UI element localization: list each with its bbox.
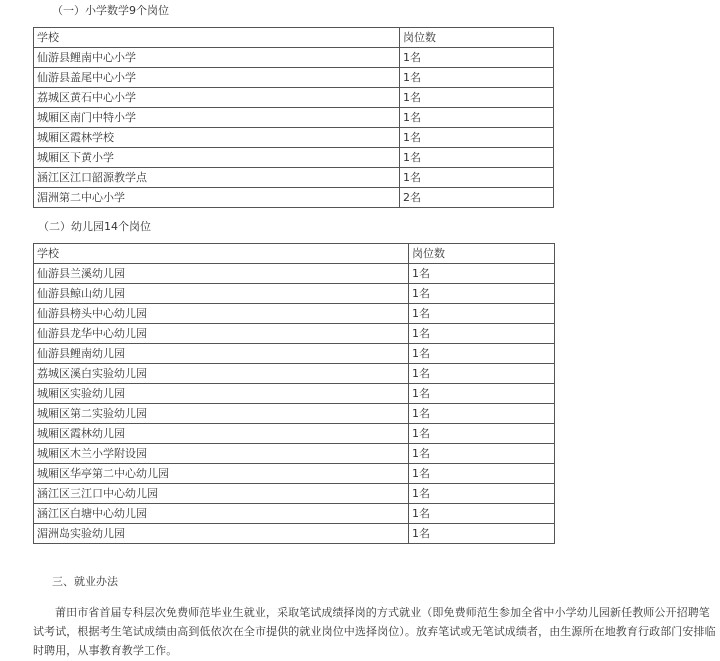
school-name-cell: 仙游县榜头中心幼儿园	[34, 304, 409, 324]
school-name-cell: 仙游县鲤南幼儿园	[34, 344, 409, 364]
post-count-cell: 1名	[409, 264, 555, 284]
kindergarten-posts-table-body	[34, 244, 555, 544]
school-name-cell: 湄洲第二中心小学	[34, 188, 400, 208]
table-row	[34, 324, 555, 344]
table-row	[34, 484, 555, 504]
post-count-cell: 2名	[400, 188, 554, 208]
school-name-cell: 城厢区第二实验幼儿园	[34, 404, 409, 424]
table-row	[34, 284, 555, 304]
primary-header-school: 学校	[34, 28, 400, 48]
kindergarten-header-row	[34, 244, 555, 264]
school-name-cell: 仙游县鲤南中心小学	[34, 48, 400, 68]
post-count-cell: 1名	[400, 168, 554, 188]
primary-section-heading: （一）小学数学9个岗位	[52, 4, 169, 17]
post-count-cell: 1名	[409, 464, 555, 484]
school-name-cell: 湄洲岛实验幼儿园	[34, 524, 409, 544]
school-name-cell: 城厢区华亭第二中心幼儿园	[34, 464, 409, 484]
table-row	[34, 168, 554, 188]
post-count-cell: 1名	[409, 524, 555, 544]
post-count-cell: 1名	[409, 344, 555, 364]
kindergarten-posts-table	[33, 243, 555, 544]
table-row	[34, 364, 555, 384]
post-count-cell: 1名	[409, 324, 555, 344]
primary-posts-table	[33, 27, 554, 208]
post-count-cell: 1名	[409, 304, 555, 324]
table-row	[34, 304, 555, 324]
kindergarten-section-heading: （二）幼儿园14个岗位	[38, 220, 151, 233]
post-count-cell: 1名	[409, 364, 555, 384]
table-row	[34, 344, 555, 364]
table-row	[34, 88, 554, 108]
school-name-cell: 涵江区三江口中心幼儿园	[34, 484, 409, 504]
table-row	[34, 264, 555, 284]
employment-section-title: 三、就业办法	[52, 575, 118, 588]
table-row	[34, 464, 555, 484]
table-row	[34, 188, 554, 208]
school-name-cell: 仙游县鲸山幼儿园	[34, 284, 409, 304]
primary-header-post-count: 岗位数	[400, 28, 554, 48]
school-name-cell: 城厢区霞林学校	[34, 128, 400, 148]
post-count-cell: 1名	[409, 384, 555, 404]
primary-header-row	[34, 28, 554, 48]
post-count-cell: 1名	[409, 284, 555, 304]
table-row	[34, 68, 554, 88]
post-count-cell: 1名	[409, 424, 555, 444]
table-row	[34, 48, 554, 68]
school-name-cell: 仙游县兰溪幼儿园	[34, 264, 409, 284]
post-count-cell: 1名	[409, 444, 555, 464]
post-count-cell: 1名	[400, 48, 554, 68]
table-row	[34, 524, 555, 544]
school-name-cell: 荔城区黄石中心小学	[34, 88, 400, 108]
employment-section-body: 莆田市省首届专科层次免费师范毕业生就业，采取笔试成绩择岗的方式就业（即免费师范生参加全省中小学幼儿园新任教师公开招聘笔试考试，根据考生笔试成绩由高到低依次在全市提供的就业岗位中选择岗位）。放弃笔试或无笔试成绩者，由生源所在地教育行政部门安排临时聘用，从事教育教学工作。	[33, 606, 716, 657]
school-name-cell: 城厢区下黄小学	[34, 148, 400, 168]
school-name-cell: 城厢区木兰小学附设园	[34, 444, 409, 464]
post-count-cell: 1名	[400, 128, 554, 148]
school-name-cell: 荔城区溪白实验幼儿园	[34, 364, 409, 384]
table-row	[34, 504, 555, 524]
table-row	[34, 108, 554, 128]
school-name-cell: 涵江区江口韶源教学点	[34, 168, 400, 188]
post-count-cell: 1名	[400, 108, 554, 128]
primary-posts-table-body	[34, 28, 554, 208]
post-count-cell: 1名	[400, 88, 554, 108]
school-name-cell: 城厢区霞林幼儿园	[34, 424, 409, 444]
table-row	[34, 404, 555, 424]
table-row	[34, 384, 555, 404]
kindergarten-header-school: 学校	[34, 244, 409, 264]
table-row	[34, 128, 554, 148]
post-count-cell: 1名	[409, 404, 555, 424]
school-name-cell: 仙游县盖尾中心小学	[34, 68, 400, 88]
kindergarten-header-post-count: 岗位数	[409, 244, 555, 264]
school-name-cell: 城厢区实验幼儿园	[34, 384, 409, 404]
post-count-cell: 1名	[409, 504, 555, 524]
post-count-cell: 1名	[400, 68, 554, 88]
school-name-cell: 涵江区白塘中心幼儿园	[34, 504, 409, 524]
post-count-cell: 1名	[409, 484, 555, 504]
table-row	[34, 444, 555, 464]
school-name-cell: 仙游县龙华中心幼儿园	[34, 324, 409, 344]
post-count-cell: 1名	[400, 148, 554, 168]
school-name-cell: 城厢区南门中特小学	[34, 108, 400, 128]
table-row	[34, 424, 555, 444]
table-row	[34, 148, 554, 168]
